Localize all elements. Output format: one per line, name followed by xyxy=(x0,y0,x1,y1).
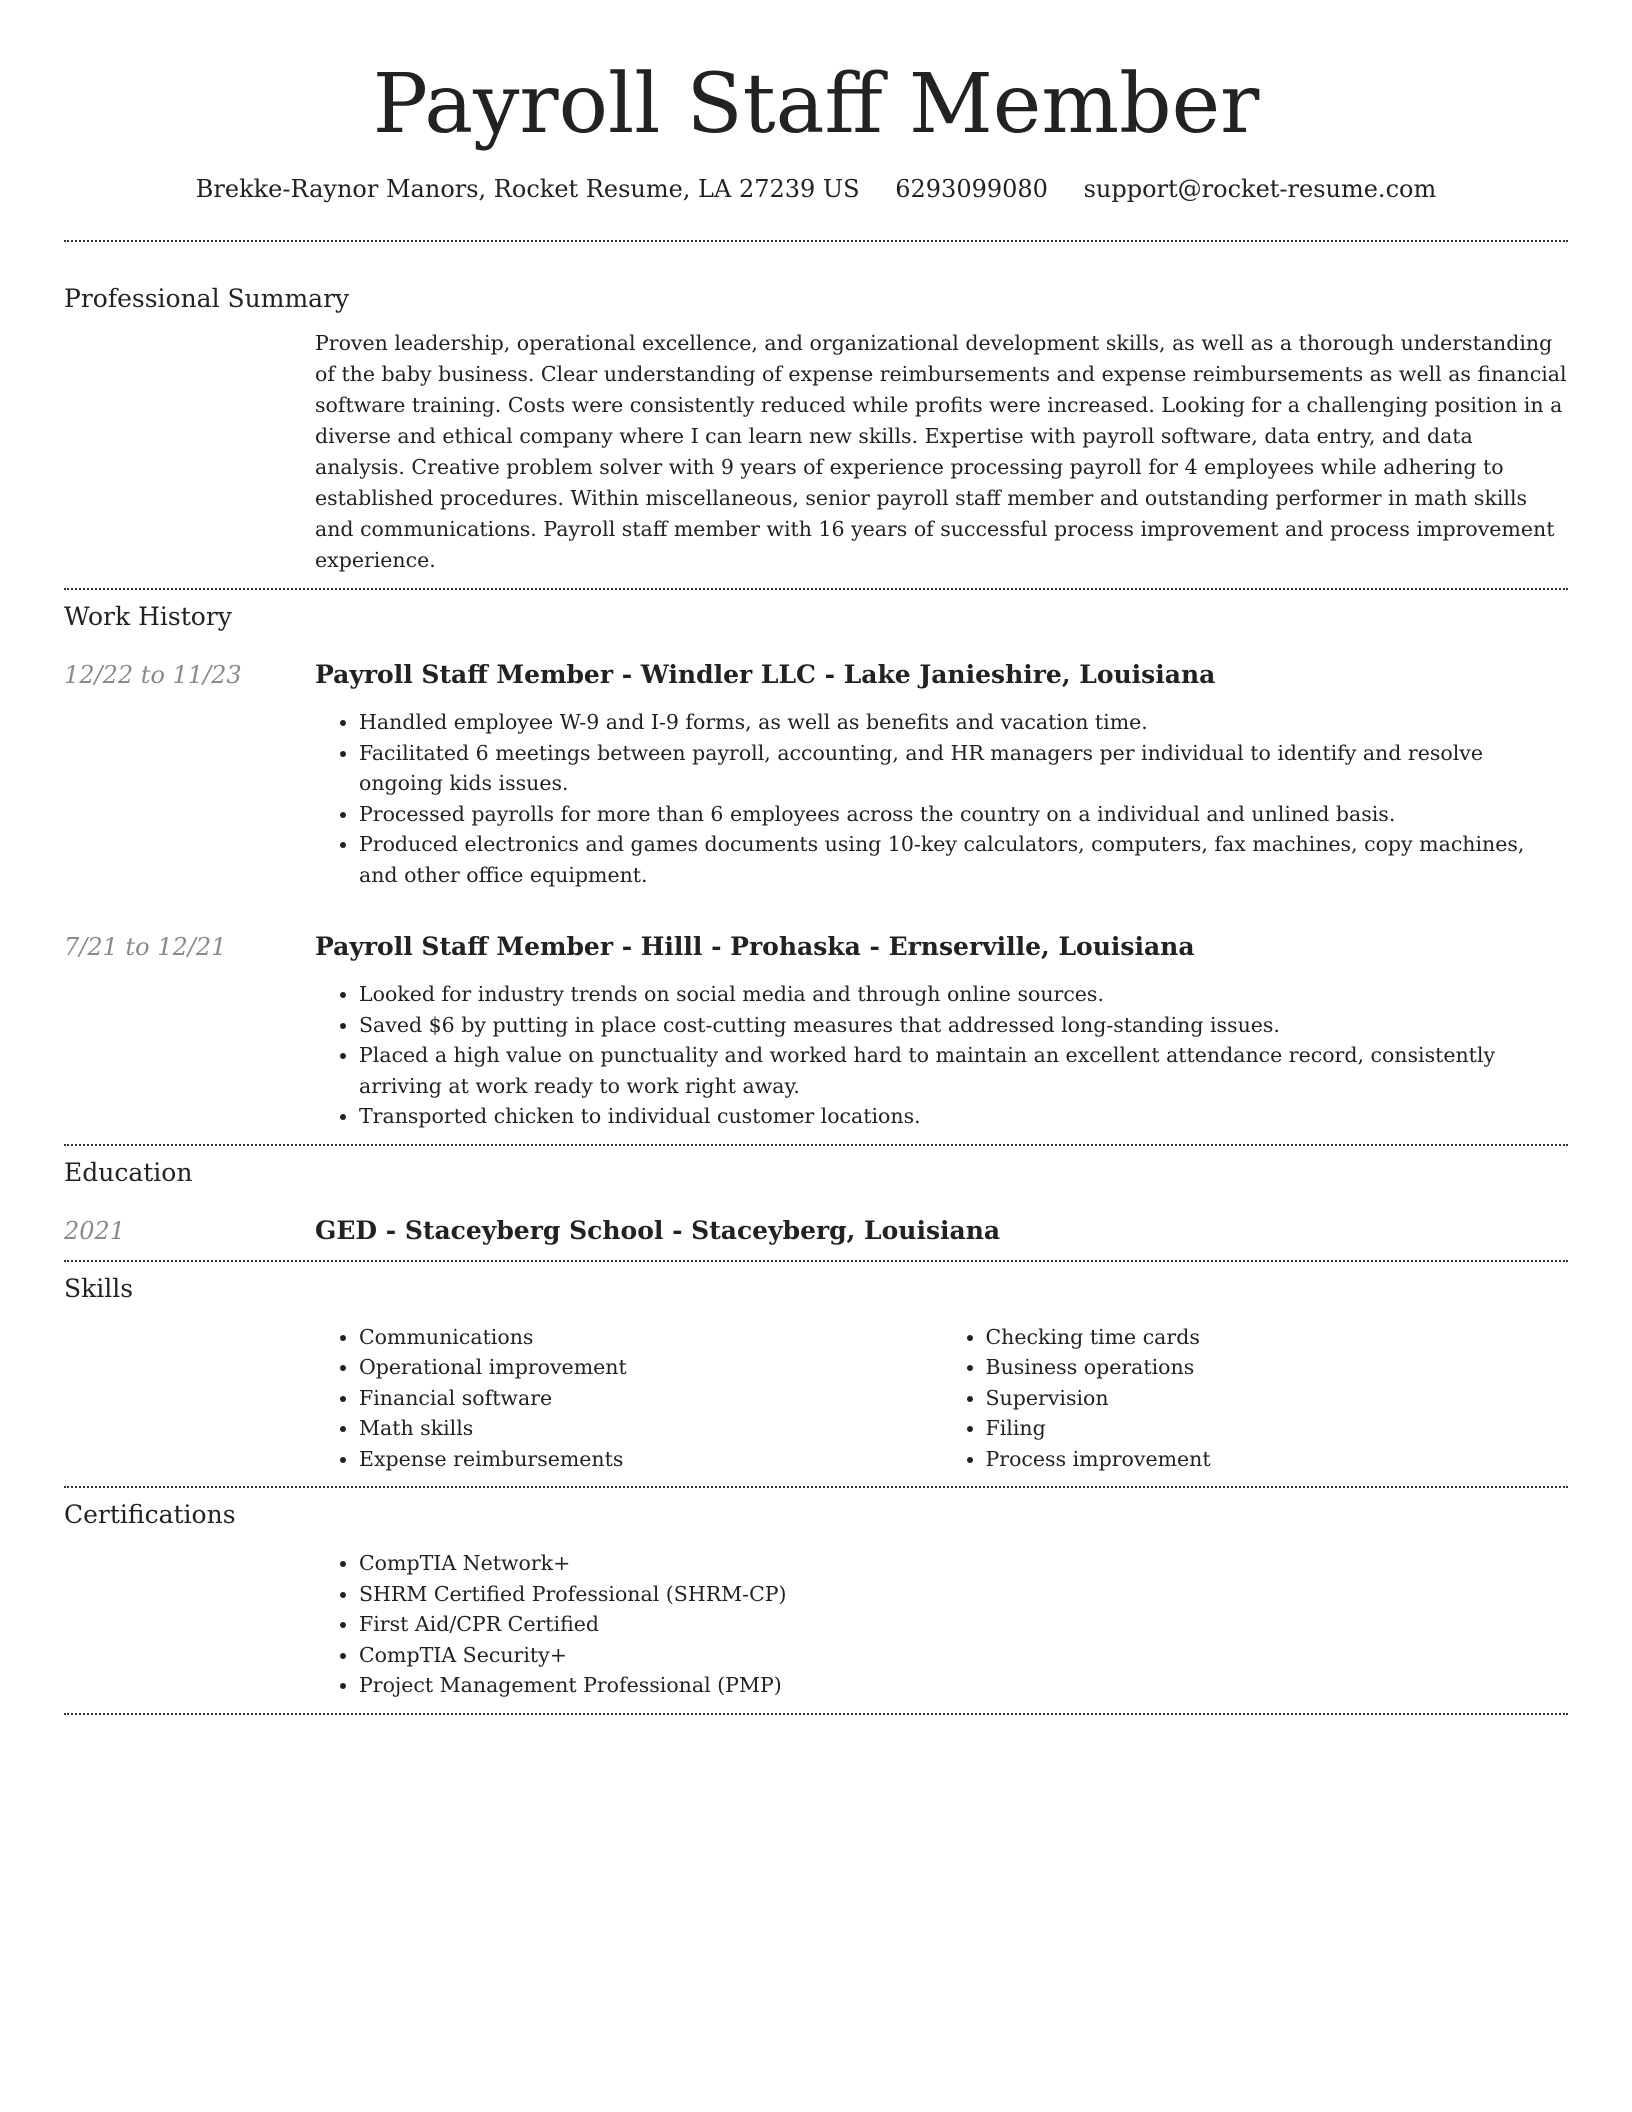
list-item: • CompTIA Security+ xyxy=(359,1640,1568,1671)
job-bullets xyxy=(315,707,1568,890)
list-item: • Supervision xyxy=(986,1383,1569,1414)
list-item: • SHRM Certified Professional (SHRM-CP) xyxy=(359,1579,1568,1610)
education-section xyxy=(64,1146,1568,1248)
certifications-list xyxy=(315,1548,1568,1701)
contact-email: support@rocket-resume.com xyxy=(1083,175,1437,203)
education-title: GED - Staceyberg School - Staceyberg, Louisiana xyxy=(315,1215,1001,1245)
contact-line xyxy=(64,172,1568,206)
list-item: • Checking time cards xyxy=(986,1322,1569,1353)
summary-section xyxy=(64,242,1568,576)
list-item: • Saved $6 by putting in place cost-cutting measures that addressed long-standing issues. xyxy=(359,1010,1568,1041)
list-item: • Looked for industry trends on social media and through online sources. xyxy=(359,979,1568,1010)
education-entry xyxy=(64,1214,1568,1248)
list-item: • Processed payrolls for more than 6 employees across the country on a individual and unlined basis. xyxy=(359,799,1568,830)
section-heading-summary: Professional Summary xyxy=(64,284,350,313)
list-item: • Process improvement xyxy=(986,1444,1569,1475)
list-item: • Math skills xyxy=(359,1413,942,1444)
section-heading-certifications: Certifications xyxy=(64,1500,236,1529)
skills-list-left xyxy=(315,1322,942,1475)
job-title: Payroll Staff Member - Windler LLC - Lake Janieshire, Louisiana xyxy=(315,660,1216,689)
list-item: • Project Management Professional (PMP) xyxy=(359,1670,1568,1701)
job-bullets xyxy=(315,979,1568,1132)
section-heading-skills: Skills xyxy=(64,1273,134,1303)
job-dates: 12/22 to 11/23 xyxy=(64,661,242,689)
job-entry xyxy=(64,658,1568,890)
list-item: • Handled employee W-9 and I-9 forms, as well as benefits and vacation time. xyxy=(359,707,1568,738)
job-entry xyxy=(64,930,1568,1132)
list-item: • Filing xyxy=(986,1413,1569,1444)
skills-list-right xyxy=(942,1322,1569,1475)
section-heading-work-history: Work History xyxy=(64,602,232,631)
job-dates: 7/21 to 12/21 xyxy=(64,933,227,961)
resume-page xyxy=(64,0,1568,1715)
summary-text: Proven leadership, operational excellence, and organizational development skills, as well as a thorough understanding of the baby business. Clear understanding of expense reimbursements and expense reimbursements as well as financial software training. Costs were consistently reduced while profits were increased. Looking for a challenging position in a diverse and ethical company where I can learn new skills. Expertise with payroll software, data entry, and data analysis. Creative problem solver with 9 years of experience processing payroll for 4 employees while adhering to established procedures. Within miscellaneous, senior payroll staff member and outstanding performer in math skills and communications. Payroll staff member with 16 years of successful process improvement and process improvement experience. xyxy=(315,331,1567,572)
education-year: 2021 xyxy=(64,1216,126,1245)
list-item: • Placed a high value on punctuality and worked hard to maintain an excellent attendance record, consistently arriving at work ready to work right away. xyxy=(359,1040,1568,1101)
list-item: • Business operations xyxy=(986,1352,1569,1383)
contact-phone: 6293099080 xyxy=(895,175,1048,203)
list-item: • Communications xyxy=(359,1322,942,1353)
list-item: • Operational improvement xyxy=(359,1352,942,1383)
list-item: • Facilitated 6 meetings between payroll, accounting, and HR managers per individual to identify and resolve ongoing kids issues. xyxy=(359,738,1568,799)
list-item: • Financial software xyxy=(359,1383,942,1414)
work-history-section xyxy=(64,590,1568,1132)
list-item: • Produced electronics and games documents using 10-key calculators, computers, fax machines, copy machines, and other office equipment. xyxy=(359,829,1568,890)
list-item: • Expense reimbursements xyxy=(359,1444,942,1475)
list-item: • CompTIA Network+ xyxy=(359,1548,1568,1579)
section-heading-education: Education xyxy=(64,1157,193,1187)
divider xyxy=(64,1713,1568,1715)
contact-address: Brekke-Raynor Manors, Rocket Resume, LA 27239 US xyxy=(195,175,860,203)
list-item: • First Aid/CPR Certified xyxy=(359,1609,1568,1640)
job-title: Payroll Staff Member - Hilll - Prohaska - Ernserville, Louisiana xyxy=(315,932,1195,961)
skills-section xyxy=(64,1262,1568,1475)
resume-title: Payroll Staff Member xyxy=(372,57,1260,152)
certifications-section xyxy=(64,1488,1568,1701)
list-item: • Transported chicken to individual customer locations. xyxy=(359,1101,1568,1132)
